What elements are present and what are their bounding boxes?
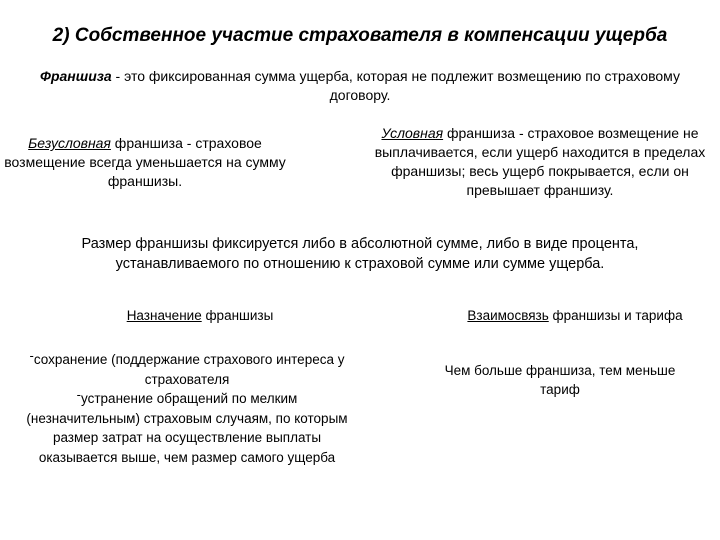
definition-term: Франшиза [40, 68, 112, 84]
list-item [26, 389, 348, 467]
dash-bullet: - [29, 348, 34, 363]
purpose-heading [60, 306, 340, 325]
relation-text: Чем больше франшиза, тем меньше тариф [444, 363, 676, 397]
dash-bullet: - [76, 387, 82, 402]
list-item-text: устранение обращений по мелким (незначительным) страховым случаям, по которым размер затрат на осуществление выплаты оказывается выше, чем размер самого ущерба [26, 391, 348, 465]
conditional-term: Условная [381, 125, 444, 141]
relation-heading-term: Взаимосвязь [467, 308, 549, 323]
unconditional-franchise [4, 134, 286, 191]
relation-heading-rest: франшизы и тарифа [548, 308, 683, 323]
franchise-size-info: Размер франшизы фиксируется либо в абсолютной сумме, либо в виде процента, устанавливаемого по отношению к страховой сумме или сумме ущерба. [81, 236, 639, 272]
definition-text: - это фиксированная сумма ущерба, которая не подлежит возмещению по страховому договору. [111, 68, 680, 103]
unconditional-text: франшиза - страховое возмещение всегда уменьшается на сумму франшизы. [4, 135, 286, 189]
list-item-text: сохранение (поддержание страхового интереса у страхователя [33, 352, 345, 387]
conditional-text: франшиза - страховое возмещение не выплачивается, если ущерб находится в пределах франшизы; весь ущерб покрывается, если он превышает франшизу. [374, 125, 706, 198]
purpose-heading-term: Назначение [126, 308, 202, 323]
list-item [26, 350, 348, 389]
purpose-heading-rest: франшизы [201, 308, 274, 323]
purpose-list [26, 350, 348, 467]
franchise-definition [20, 67, 700, 105]
unconditional-term: Безусловная [28, 135, 111, 151]
conditional-franchise [366, 124, 714, 200]
page-title: 2) Собственное участие страхователя в компенсации ущерба [52, 25, 668, 46]
relation-heading [430, 306, 720, 325]
